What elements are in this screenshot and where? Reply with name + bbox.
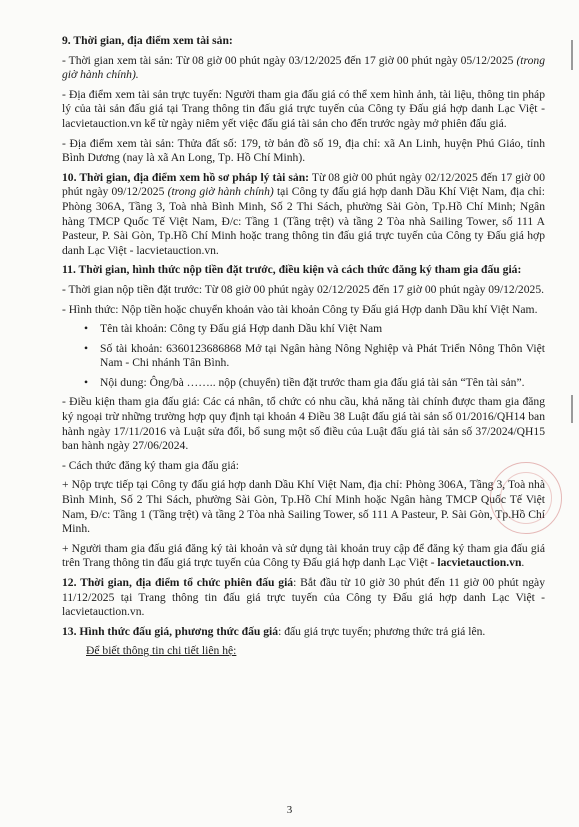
transfer-content-item: • Nội dung: Ông/bà …….. nộp (chuyển) tiền đặt trước tham gia đấu giá tài sản “Tên tài sản”. bbox=[84, 376, 545, 391]
section-9-viewing-location: - Địa điểm xem tài sản: Thửa đất số: 179, tờ bản đồ số 19, địa chỉ: xã An Linh, huyện Phú Giáo, tỉnh Bình Dương (nay là xã An Long, Tp. Hồ Chí Minh). bbox=[62, 136, 545, 165]
company-seal-inner bbox=[500, 472, 552, 524]
section-10-text-2: tại Công ty đấu giá hợp danh Dầu Khí Việt Nam, địa chỉ: Phòng 306A, Tầng 3, Toà nhà Bình Minh, Số 2 Thi Sách, phường Sài Gòn, Tp.Hồ Chí Minh; Ngân hàng TMCP Quốc Tế Việt Nam, Đ/c: Tầng 1 (Tầng trệt) và tầng 2 Tòa nhà Sailing Tower, số 111 A Pasteur, P. Sài Gòn, Tp.Hồ Chí Minh hoặc trang thông tin đấu giá trực tuyến của Công ty Đấu giá hợp danh Lạc Việt - lacvietauction.vn. bbox=[62, 185, 545, 257]
section-10 bbox=[62, 171, 545, 259]
section-11-online-registration bbox=[62, 542, 545, 571]
contact-heading: Để biết thông tin chi tiết liên hệ: bbox=[86, 644, 237, 658]
viewing-time-text: - Thời gian xem tài sản: Từ 08 giờ 00 phút ngày 03/12/2025 đến 17 giờ 00 phút ngày 05/12/2025 bbox=[62, 53, 517, 67]
section-12-text: : Bắt đầu từ 10 giờ 30 phút đến 11 giờ 00 phút ngày 11/12/2025 tại Trang thông tin đấu giá trực tuyến của Công ty Đấu giá hợp danh Lạc Việt - lacvietauction.vn. bbox=[62, 576, 545, 619]
section-12 bbox=[62, 576, 545, 620]
section-11-deposit-method: - Hình thức: Nộp tiền hoặc chuyển khoản vào tài khoản Công ty Đấu giá Hợp danh Dầu khí Việt Nam. bbox=[62, 302, 538, 316]
section-13 bbox=[62, 625, 545, 640]
online-registration-text: + Người tham gia đấu giá đăng ký tài khoản và sử dụng tài khoản truy cập để đăng ký tham gia đấu giá trên Trang thông tin đấu giá trực tuyến của Công ty Đấu giá hợp danh Lạc Việt - bbox=[62, 541, 545, 570]
section-13-heading: 13. Hình thức đấu giá, phương thức đấu giá bbox=[62, 624, 279, 638]
online-registration-end: . bbox=[521, 556, 525, 570]
section-11-deposit-time: - Thời gian nộp tiền đặt trước: Từ 08 giờ 00 phút ngày 02/12/2025 đến 17 giờ 00 phút ngày 09/12/2025. bbox=[62, 282, 545, 296]
account-number-item: • Số tài khoản: 6360123686868 Mở tại Ngân hàng Nông Nghiệp và Phát Triển Nông Thôn Việt Nam - Chi nhánh Tân Bình. bbox=[84, 342, 545, 371]
section-10-note: (trong giờ hành chính) bbox=[167, 185, 274, 199]
section-9-viewing-time bbox=[62, 54, 545, 83]
viewing-time-note: (trong giờ hành chính). bbox=[62, 53, 545, 82]
scan-edge-mark bbox=[571, 40, 573, 70]
section-10-text-1: Từ 08 giờ 00 phút ngày 02/12/2025 đến 17 giờ 00 phút ngày 09/12/2025 bbox=[62, 170, 545, 199]
scan-edge-mark bbox=[571, 395, 573, 423]
section-13-text: : đấu giá trực tuyến; phương thức trả giá lên. bbox=[278, 624, 486, 638]
section-9-online-viewing: - Địa điểm xem tài sản trực tuyến: Người tham gia đấu giá có thể xem hình ảnh, tài liệu, thông tin pháp lý của tài sản đấu giá tại Trang thông tin đấu giá trực tuyến của Công ty Đấu giá hợp danh Lạc Việt - lacvietauction.vn kể từ ngày niêm yết việc đấu giá tài sản cho đến trước ngày mở phiên đấu giá. bbox=[62, 87, 545, 130]
section-9-heading: 9. Thời gian, địa điểm xem tài sản: bbox=[62, 34, 233, 47]
section-10-heading: 10. Thời gian, địa điểm xem hồ sơ pháp lý tài sản: bbox=[62, 170, 310, 184]
account-name-item: • Tên tài khoản: Công ty Đấu giá Hợp danh Dầu khí Việt Nam bbox=[84, 322, 545, 337]
section-12-heading: 12. Thời gian, địa điểm tổ chức phiên đấu giá bbox=[62, 576, 294, 589]
online-registration-site: lacvietauction.vn bbox=[437, 556, 522, 570]
section-11-heading: 11. Thời gian, hình thức nộp tiền đặt trước, điều kiện và cách thức đăng ký tham gia đấu giá: bbox=[62, 263, 522, 277]
section-11-direct-registration: + Nộp trực tiếp tại Công ty đấu giá hợp danh Dầu Khí Việt Nam, địa chỉ: Phòng 306A, Tầng 3, Toà nhà Bình Minh, Số 2 Thi Sách, phường Sài Gòn, Tp.Hồ Chí Minh hoặc Ngân hàng TMCP Quốc Tế Việt Nam, Đ/c: Tầng 1 (Tầng trệt) và tầng 2 Tòa nhà Sailing Tower, số 111 A Pasteur, P. Sài Gòn, Tp.Hồ Chí Minh. bbox=[62, 478, 545, 536]
page-number: 3 bbox=[286, 804, 293, 816]
section-11-conditions: - Điều kiện tham gia đấu giá: Các cá nhân, tổ chức có nhu cầu, khả năng tài chính được tham gia đăng ký ngoại trừ những trường hợp quy định tại khoản 4 Điều 38 Luật đấu giá tài sản số 01/2016/QH14 ban hành ngày 17/11/2016 và Luật sửa đổi, bổ sung một số điều của Luật đấu giá tài sản số 37/2024/QH15 ban hành ngày 27/06/2024. bbox=[62, 395, 545, 453]
section-11-registration-method: - Cách thức đăng ký tham gia đấu giá: bbox=[62, 458, 239, 472]
